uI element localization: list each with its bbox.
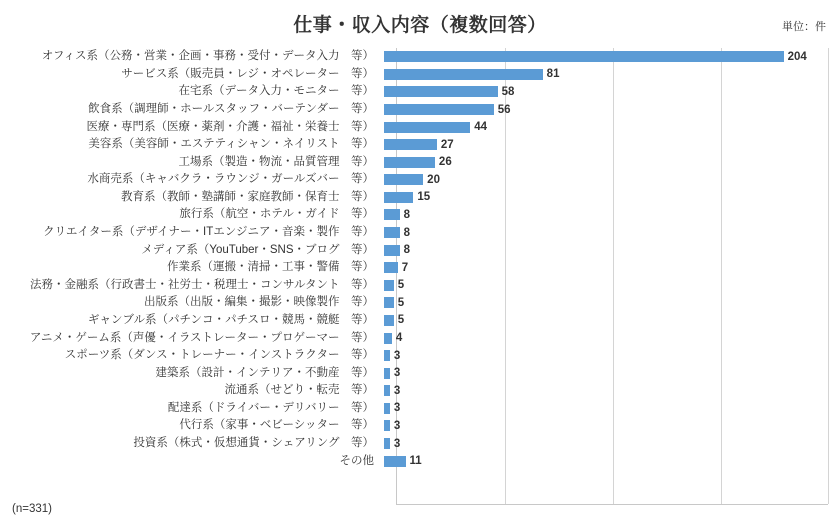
bar-value-label: 27 bbox=[440, 138, 454, 151]
bar-category-label: ギャンブル系（パチンコ・パチスロ・競馬・競艇 等） bbox=[87, 313, 374, 326]
bar-track bbox=[384, 136, 828, 154]
bar-row bbox=[0, 241, 828, 259]
bar bbox=[384, 174, 423, 185]
bar-category-label: 配達系（ドライバー・デリバリー 等） bbox=[167, 401, 374, 414]
bar-track bbox=[384, 66, 828, 84]
bar-track bbox=[384, 400, 828, 418]
bar-value-label: 3 bbox=[393, 349, 401, 362]
bar-row bbox=[0, 347, 828, 365]
bar-value-label: 26 bbox=[438, 156, 452, 169]
bar-value-label: 44 bbox=[474, 121, 487, 134]
chart-title: 仕事・収入内容（複数回答） bbox=[293, 15, 547, 36]
bar-row bbox=[0, 452, 828, 470]
bar-track bbox=[384, 382, 828, 400]
bar-value-label: 3 bbox=[393, 419, 401, 432]
bar-category-label: 水商売系（キャバクラ・ラウンジ・ガールズバー 等） bbox=[87, 173, 374, 186]
bar-row bbox=[0, 83, 828, 101]
bar bbox=[384, 385, 390, 396]
bar-category-label: サービス系（販売員・レジ・オペレーター 等） bbox=[121, 67, 374, 80]
bar-row bbox=[0, 189, 828, 207]
bar-value-label: 5 bbox=[397, 296, 405, 309]
bar bbox=[384, 86, 498, 97]
bar-value-label: 81 bbox=[546, 68, 560, 81]
bar-row bbox=[0, 153, 828, 171]
bar-value-label: 11 bbox=[409, 455, 422, 468]
bar bbox=[384, 368, 390, 379]
bar-category-label: 医療・専門系（医療・薬剤・介護・福祉・栄養士 等） bbox=[86, 120, 374, 133]
bar-track bbox=[384, 294, 828, 312]
bar bbox=[384, 245, 400, 256]
bar-rows bbox=[0, 48, 828, 505]
bar-category-label: 法務・金融系（行政書士・社労士・税理士・コンサルタント 等） bbox=[30, 278, 374, 291]
bar-value-label: 20 bbox=[427, 173, 440, 186]
bar bbox=[384, 297, 394, 308]
bar-value-label: 8 bbox=[403, 226, 411, 239]
bar-row bbox=[0, 48, 828, 66]
bar-value-label: 5 bbox=[397, 314, 405, 327]
bar-row bbox=[0, 171, 828, 189]
bar-value-label: 3 bbox=[393, 437, 401, 450]
bar bbox=[384, 209, 400, 220]
bar-row bbox=[0, 206, 828, 224]
bar-track bbox=[384, 224, 828, 242]
bar-category-label: 工場系（製造・物流・品質管理 等） bbox=[178, 155, 374, 168]
bar bbox=[384, 456, 406, 467]
bar-category-label: 教育系（教師・塾講師・家庭教師・保育士 等） bbox=[121, 190, 374, 203]
bar-value-label: 3 bbox=[393, 384, 401, 397]
unit-note: 単位：件 bbox=[782, 21, 826, 33]
bar bbox=[384, 420, 390, 431]
bar-category-label: オフィス系（公務・営業・企画・事務・受付・データ入力 等） bbox=[41, 50, 374, 63]
bar-value-label: 8 bbox=[403, 244, 411, 257]
bar-row bbox=[0, 364, 828, 382]
bar-category-label: 美容系（美容師・エステティシャン・ネイリスト 等） bbox=[88, 138, 374, 151]
bar-value-label: 15 bbox=[417, 191, 431, 204]
bar-value-label: 8 bbox=[403, 208, 411, 221]
bar-row bbox=[0, 277, 828, 295]
bar-category-label: スポーツ系（ダンス・トレーナー・インストラクター 等） bbox=[64, 349, 374, 362]
bar-track bbox=[384, 206, 828, 224]
bar-category-label: 旅行系（航空・ホテル・ガイド 等） bbox=[179, 208, 374, 221]
bar-value-label: 204 bbox=[787, 50, 807, 63]
bar-row bbox=[0, 259, 828, 277]
bar bbox=[384, 333, 392, 344]
bar-track bbox=[384, 435, 828, 453]
bar-value-label: 7 bbox=[401, 261, 409, 274]
bar bbox=[384, 69, 543, 80]
bar-track bbox=[384, 101, 828, 119]
bar-track bbox=[384, 83, 828, 101]
bar-track bbox=[384, 153, 828, 171]
bar bbox=[384, 227, 400, 238]
bar-track bbox=[384, 312, 828, 330]
bar-track bbox=[384, 364, 828, 382]
bar-value-label: 4 bbox=[395, 332, 403, 345]
bar-track bbox=[384, 329, 828, 347]
bar-track bbox=[384, 48, 828, 66]
bar-track bbox=[384, 452, 828, 470]
bar-category-label: 流通系（せどり・転売 等） bbox=[224, 384, 374, 397]
sample-size-label: (n=331) bbox=[12, 503, 52, 515]
bar-category-label: クリエイター系（デザイナー・ITエンジニア・音楽・製作 等） bbox=[43, 226, 374, 239]
bar-category-label: 飲食系（調理師・ホールスタッフ・バーテンダー 等） bbox=[88, 103, 374, 116]
bar-row bbox=[0, 417, 828, 435]
bar bbox=[384, 157, 435, 168]
bar-value-label: 3 bbox=[393, 402, 401, 415]
bar-row bbox=[0, 382, 828, 400]
bar-row bbox=[0, 400, 828, 418]
bar-row bbox=[0, 224, 828, 242]
bar-row bbox=[0, 136, 828, 154]
bar-track bbox=[384, 347, 828, 365]
bar bbox=[384, 192, 413, 203]
bar bbox=[384, 139, 437, 150]
bar-value-label: 56 bbox=[497, 103, 511, 116]
bar bbox=[384, 403, 390, 414]
bar bbox=[384, 262, 398, 273]
bar-row bbox=[0, 312, 828, 330]
bar-category-label: メディア系（YouTuber・SNS・ブログ 等） bbox=[141, 243, 374, 256]
bar-category-label: 投資系（株式・仮想通貨・シェアリング 等） bbox=[133, 437, 374, 449]
bar bbox=[384, 315, 394, 326]
bar-row bbox=[0, 66, 828, 84]
bar bbox=[384, 122, 470, 133]
bar-category-label: 代行系（家事・ベビーシッター 等） bbox=[179, 419, 374, 432]
bar-row bbox=[0, 101, 828, 119]
bar-category-label: アニメ・ゲーム系（声優・イラストレーター・プロゲーマー 等） bbox=[29, 331, 374, 344]
bar bbox=[384, 350, 390, 361]
bar bbox=[384, 280, 394, 291]
bar-row bbox=[0, 118, 828, 136]
bar-row bbox=[0, 294, 828, 312]
bar-row bbox=[0, 435, 828, 453]
bar-value-label: 5 bbox=[397, 279, 405, 292]
bar-category-label: その他 bbox=[339, 454, 374, 467]
bar-track bbox=[384, 171, 828, 189]
bar bbox=[384, 51, 784, 62]
bar-track bbox=[384, 118, 828, 136]
bar bbox=[384, 438, 390, 449]
bar-track bbox=[384, 259, 828, 277]
bar-value-label: 3 bbox=[393, 367, 401, 380]
bar-track bbox=[384, 189, 828, 207]
bar-category-label: 出版系（出版・編集・撮影・映像製作 等） bbox=[144, 296, 374, 309]
bar-value-label: 58 bbox=[501, 85, 515, 98]
bar-category-label: 建築系（設計・インテリア・不動産 等） bbox=[155, 366, 374, 379]
bar-track bbox=[384, 417, 828, 435]
bar bbox=[384, 104, 494, 115]
bar-track bbox=[384, 241, 828, 259]
bar-row bbox=[0, 329, 828, 347]
bar-track bbox=[384, 277, 828, 295]
bar-category-label: 作業系（運搬・清掃・工事・警備 等） bbox=[167, 261, 374, 274]
bar-category-label: 在宅系（データ入力・モニター 等） bbox=[178, 85, 374, 98]
